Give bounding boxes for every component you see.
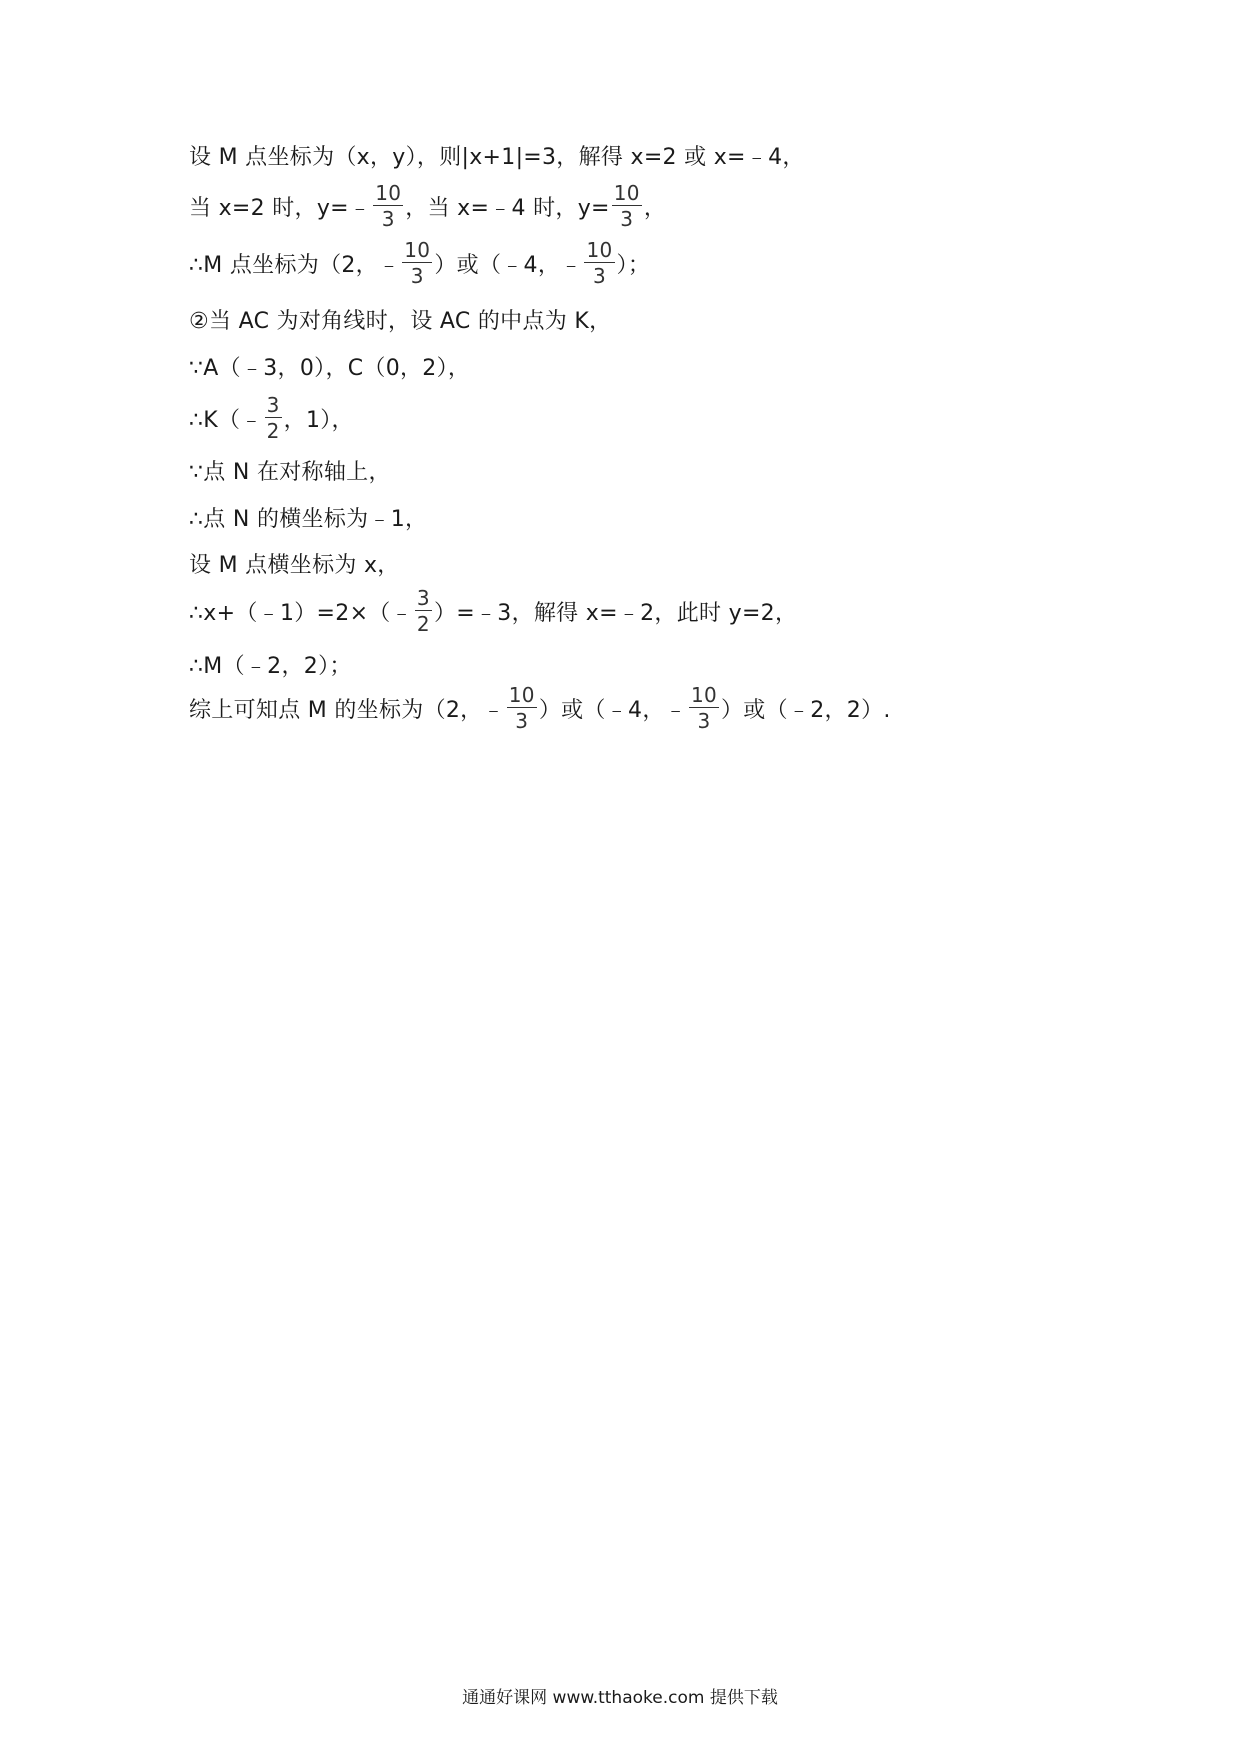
fraction-numerator: 10 <box>375 181 402 205</box>
fraction-denominator: 2 <box>416 612 430 636</box>
line-text: ∵A（﹣3，0），C（0，2）， <box>189 355 471 381</box>
solution-line-8 <box>189 492 427 542</box>
line-text: ∴K（﹣ <box>189 407 263 433</box>
solution-line-10 <box>189 586 797 636</box>
fraction <box>612 183 642 229</box>
line-text: ②当 AC 为对角线时，设 AC 的中点为 K， <box>189 308 612 334</box>
line-text: 设 M 点坐标为（x，y），则|x+1|=3，解得 x=2 或 x=﹣4， <box>189 144 805 170</box>
fraction <box>402 240 432 286</box>
line-text: 综上可知点 M 的坐标为（2，﹣ <box>189 697 505 723</box>
line-text: 当 x=2 时，y=﹣ <box>189 195 372 221</box>
line-text: ∴M 点坐标为（2，﹣ <box>189 252 401 278</box>
fraction-numerator: 10 <box>404 238 431 262</box>
fraction-denominator: 3 <box>592 264 606 288</box>
line-text: ， <box>643 195 667 221</box>
solution-line-5 <box>189 341 470 391</box>
line-text: ）； <box>616 252 651 278</box>
fraction <box>584 240 614 286</box>
fraction <box>373 183 403 229</box>
solution-line-9 <box>189 538 400 588</box>
fraction-numerator: 10 <box>508 683 535 707</box>
fraction-denominator: 3 <box>410 264 424 288</box>
fraction-numerator: 10 <box>690 683 717 707</box>
fraction <box>507 685 537 731</box>
solution-line-7 <box>189 445 391 495</box>
line-text: ）=﹣3，解得 x=﹣2，此时 y=2， <box>433 600 798 626</box>
solution-line-3 <box>189 238 650 288</box>
line-text: ∴M（﹣2，2）； <box>189 653 352 679</box>
fraction <box>265 395 282 441</box>
line-text: ∴x+（﹣1）=2×（﹣ <box>189 600 413 626</box>
solution-line-6 <box>189 393 354 443</box>
fraction-denominator: 2 <box>266 419 280 443</box>
line-text: ，当 x=﹣4 时，y= <box>405 195 610 221</box>
fraction-denominator: 3 <box>381 207 395 231</box>
fraction-denominator: 3 <box>620 207 634 231</box>
solution-line-4 <box>189 294 611 344</box>
fraction-numerator: 3 <box>416 586 430 610</box>
solution-line-11 <box>189 639 352 689</box>
line-text: ，1）， <box>283 407 354 433</box>
line-text: ∵点 N 在对称轴上， <box>189 459 391 485</box>
line-text: ）或（﹣2，2）. <box>721 697 891 723</box>
fraction-denominator: 3 <box>697 709 711 733</box>
line-text: 设 M 点横坐标为 x， <box>189 552 400 578</box>
fraction <box>415 588 432 634</box>
fraction <box>689 685 719 731</box>
solution-line-2 <box>189 181 666 231</box>
solution-line-12 <box>189 683 891 733</box>
solution-line-1 <box>189 130 805 180</box>
fraction-denominator: 3 <box>515 709 529 733</box>
line-text: ）或（﹣4，﹣ <box>434 252 583 278</box>
fraction-numerator: 10 <box>586 238 613 262</box>
line-text: ）或（﹣4，﹣ <box>538 697 687 723</box>
fraction-numerator: 3 <box>266 393 280 417</box>
fraction-numerator: 10 <box>613 181 640 205</box>
page-footer: 通通好课网 www.tthaoke.com 提供下载 <box>462 1688 778 1708</box>
line-text: ∴点 N 的横坐标为﹣1， <box>189 506 428 532</box>
